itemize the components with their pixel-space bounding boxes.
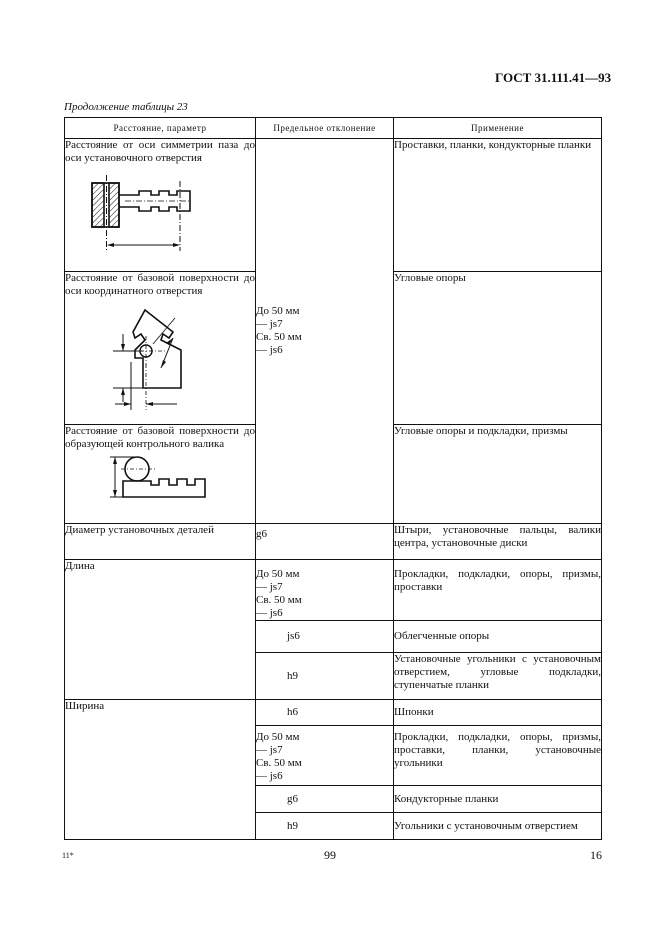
deviation-value: g6 [256, 524, 394, 560]
deviation-line: Св. 50 мм [256, 757, 302, 769]
table-row [65, 139, 602, 272]
table-row [65, 560, 602, 621]
merged-deviation-cell [256, 139, 394, 524]
standard-number: ГОСТ 31.111.41—93 [495, 70, 612, 85]
deviation-line: — js7 [256, 744, 283, 756]
application-text: Установочные угольники с установочным отверстием, угловые подкладки, ступенчатые планки [394, 653, 602, 700]
deviation-line: — js7 [256, 318, 283, 330]
deviation-value: h6 [256, 700, 394, 726]
param-text: Расстояние от оси симметрии паза до оси установочного отверстия [65, 139, 255, 164]
deviation-line: — js7 [256, 581, 283, 593]
deviation-line: — js6 [256, 607, 283, 619]
deviation-line: — js6 [256, 770, 283, 782]
tolerance-table [64, 117, 602, 840]
table-row [65, 524, 602, 560]
deviation-value: h9 [256, 813, 394, 840]
footer-sheet-mark: 11* [62, 851, 74, 860]
param-text: Диаметр установочных деталей [65, 524, 256, 560]
footer-right-number: 16 [590, 848, 602, 862]
column-header-parameter: Расстояние, параметр [65, 118, 256, 139]
param-text-length: Длина [65, 560, 256, 700]
deviation-cell [256, 726, 394, 786]
application-text: Угловые опоры и подкладки, призмы [394, 425, 602, 524]
application-text: Прокладки, подкладки, опоры, призмы, проставки [394, 560, 602, 621]
column-header-deviation: Предельное отклонение [256, 118, 394, 139]
table-row [65, 700, 602, 726]
application-text: Проставки, планки, кондукторные планки [394, 139, 602, 272]
param-text-width: Ширина [65, 700, 256, 840]
page-number: 99 [324, 848, 336, 862]
application-text: Облегченные опоры [394, 621, 602, 653]
deviation-line: Св. 50 мм [256, 594, 302, 606]
deviation-value: js6 [256, 621, 394, 653]
application-text: Штыри, установочные пальцы, валики центра, установочные диски [394, 524, 602, 560]
application-text: Шпонки [394, 700, 602, 726]
application-text: Угольники с установочным отверстием [394, 813, 602, 840]
deviation-line: — js6 [256, 344, 283, 356]
deviation-line: До 50 мм [256, 305, 300, 317]
deviation-line: Св. 50 мм [256, 331, 302, 343]
table-continuation-caption: Продолжение таблицы 23 [64, 101, 188, 113]
angle-support-figure [65, 304, 215, 414]
application-text: Прокладки, подкладки, опоры, призмы, проставки, планки, установочные угольники [394, 726, 602, 786]
column-header-application: Применение [394, 118, 602, 139]
deviation-line: До 50 мм [256, 731, 300, 743]
param-text: Расстояние от базовой поверхности до образующей контрольного валика [65, 425, 255, 450]
application-text: Угловые опоры [394, 272, 602, 425]
deviation-line: До 50 мм [256, 568, 300, 580]
control-roller-figure [65, 453, 215, 501]
deviation-cell [256, 560, 394, 621]
deviation-value: g6 [256, 786, 394, 813]
application-text: Кондукторные планки [394, 786, 602, 813]
deviation-value: h9 [256, 653, 394, 700]
param-text: Расстояние от базовой поверхности до оси координатного отверстия [65, 272, 255, 297]
slot-axis-figure [65, 171, 215, 261]
